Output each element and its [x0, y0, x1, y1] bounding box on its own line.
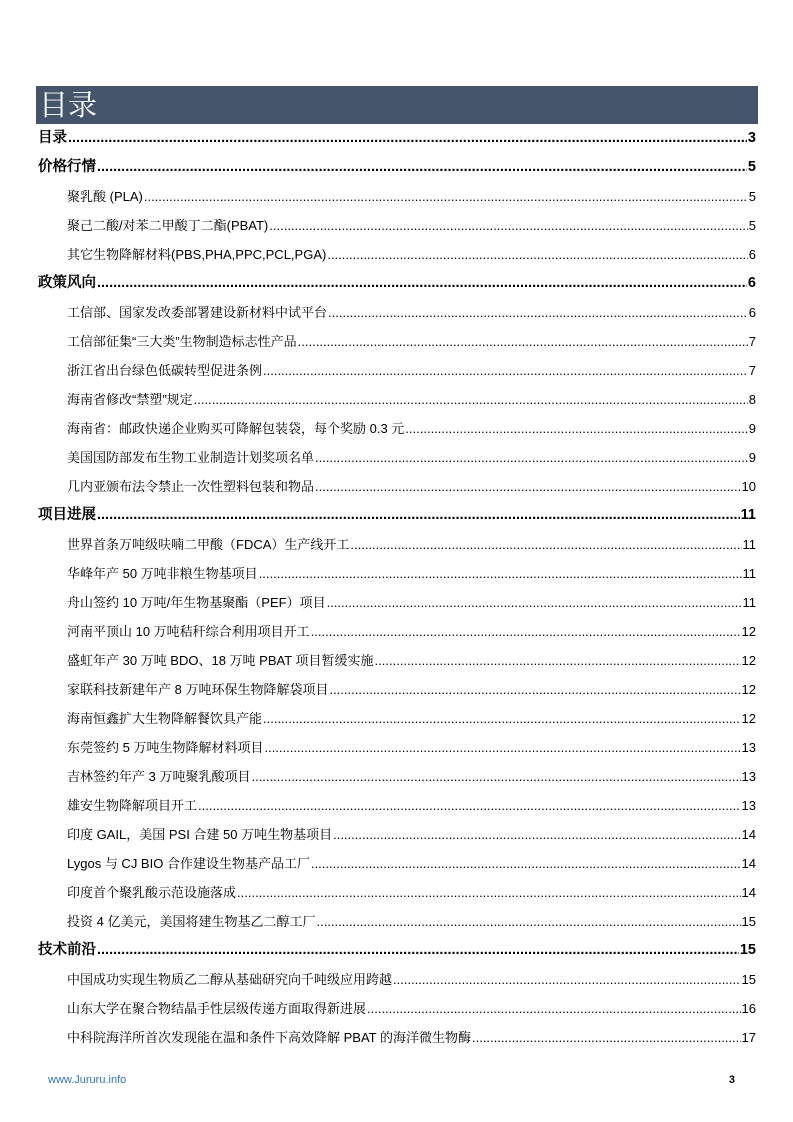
toc-dot-leader [97, 269, 747, 298]
toc-entry-page-number: 7 [748, 334, 756, 349]
toc-entry-title: 印度 GAIL，美国 PSI 合建 50 万吨生物基项目 [67, 827, 333, 842]
toc-dot-leader [97, 936, 739, 965]
toc-entry-title: 海南恒鑫扩大生物降解餐饮具产能 [67, 711, 263, 726]
toc-entry-title: 美国国防部发布生物工业制造计划奖项名单 [67, 450, 315, 465]
toc-entry-page-number: 13 [741, 769, 756, 784]
toc-entry-title: 工信部、国家发改委部署建设新材料中试平台 [67, 305, 328, 320]
toc-entry-title: 几内亚颁布法令禁止一次性塑料包装和物品 [67, 479, 315, 494]
toc-entry-page-number: 8 [748, 392, 756, 407]
toc-entry-title: 华峰年产 50 万吨非粮生物基项目 [67, 566, 258, 581]
toc-entry-page-number: 9 [748, 450, 756, 465]
toc-subsection-entry[interactable] [0, 704, 793, 733]
toc-entry-title: 河南平顶山 10 万吨秸秆综合利用项目开工 [67, 624, 310, 639]
toc-dot-leader [316, 907, 740, 936]
toc-entry-page-number: 10 [741, 479, 756, 494]
toc-subsection-entry[interactable] [0, 646, 793, 675]
toc-entry-page-number: 3 [747, 130, 756, 146]
toc-entry-page-number: 11 [742, 566, 756, 581]
toc-subsection-entry[interactable] [0, 762, 793, 791]
toc-entry-title: 雄安生物降解项目开工 [67, 798, 198, 813]
toc-entry-title: 山东大学在聚合物结晶手性层级传递方面取得新进展 [67, 1001, 367, 1016]
toc-entry-page-number: 13 [741, 740, 756, 755]
toc-entry-title: 政策风向 [38, 275, 96, 291]
toc-entry-page-number: 12 [741, 653, 756, 668]
page-title: 目录 [39, 88, 98, 122]
table-of-contents [0, 124, 793, 1052]
toc-entry-title: 盛虹年产 30 万吨 BDO、18 万吨 PBAT 项目暂缓实施 [67, 653, 374, 668]
toc-subsection-entry[interactable] [0, 994, 793, 1023]
toc-entry-title: 家联科技新建年产 8 万吨环保生物降解袋项目 [67, 682, 329, 697]
toc-dot-leader [472, 1023, 741, 1052]
toc-dot-leader [327, 588, 742, 617]
toc-entry-title: 目录 [38, 130, 67, 146]
toc-dot-leader [194, 385, 748, 414]
toc-subsection-entry[interactable] [0, 211, 793, 240]
toc-section-entry[interactable] [0, 501, 793, 530]
toc-dot-leader [298, 327, 748, 356]
toc-entry-page-number: 11 [742, 537, 756, 552]
toc-dot-leader [328, 298, 748, 327]
toc-subsection-entry[interactable] [0, 298, 793, 327]
toc-entry-page-number: 7 [748, 363, 756, 378]
toc-entry-page-number: 5 [748, 218, 756, 233]
toc-entry-page-number: 6 [748, 305, 756, 320]
toc-heading-banner [36, 86, 758, 124]
toc-dot-leader [251, 762, 740, 791]
toc-entry-page-number: 12 [741, 711, 756, 726]
toc-entry-page-number: 16 [741, 1001, 756, 1016]
toc-entry-page-number: 15 [739, 942, 756, 958]
toc-dot-leader [264, 733, 740, 762]
toc-dot-leader [97, 501, 740, 530]
toc-entry-title: 其它生物降解材料(PBS,PHA,PPC,PCL,PGA) [67, 247, 327, 262]
toc-entry-title: 印度首个聚乳酸示范设施落成 [67, 885, 237, 900]
toc-entry-page-number: 17 [741, 1030, 756, 1045]
toc-subsection-entry[interactable] [0, 617, 793, 646]
toc-subsection-entry[interactable] [0, 733, 793, 762]
toc-entry-page-number: 6 [748, 247, 756, 262]
toc-subsection-entry[interactable] [0, 327, 793, 356]
toc-entry-page-number: 6 [747, 275, 756, 291]
toc-entry-title: 舟山签约 10 万吨/年生物基聚酯（PEF）项目 [67, 595, 326, 610]
toc-dot-leader [259, 559, 742, 588]
toc-entry-page-number: 14 [741, 885, 756, 900]
toc-dot-leader [375, 646, 741, 675]
toc-entry-title: 聚己二酸/对苯二甲酸丁二酯(PBAT) [67, 218, 269, 233]
toc-dot-leader [237, 878, 741, 907]
toc-dot-leader [263, 356, 748, 385]
toc-subsection-entry[interactable] [0, 1023, 793, 1052]
toc-entry-page-number: 9 [748, 421, 756, 436]
toc-subsection-entry[interactable] [0, 849, 793, 878]
toc-subsection-entry[interactable] [0, 907, 793, 936]
toc-entry-title: 海南省：邮政快递企业购买可降解包装袋，每个奖励 0.3 元 [67, 421, 405, 436]
toc-subsection-entry[interactable] [0, 675, 793, 704]
toc-dot-leader [315, 472, 741, 501]
toc-subsection-entry[interactable] [0, 791, 793, 820]
toc-entry-title: 项目进展 [38, 507, 96, 523]
toc-subsection-entry[interactable] [0, 414, 793, 443]
toc-dot-leader [311, 617, 741, 646]
toc-dot-leader [393, 965, 741, 994]
toc-entry-page-number: 15 [741, 972, 756, 987]
toc-entry-title: 价格行情 [38, 159, 96, 175]
toc-subsection-entry[interactable] [0, 588, 793, 617]
toc-subsection-entry[interactable] [0, 385, 793, 414]
toc-dot-leader [327, 240, 747, 269]
toc-subsection-entry[interactable] [0, 240, 793, 269]
toc-dot-leader [68, 124, 747, 153]
toc-entry-title: 东莞签约 5 万吨生物降解材料项目 [67, 740, 264, 755]
toc-entry-title: Lygos 与 CJ BIO 合作建设生物基产品工厂 [67, 856, 310, 871]
toc-dot-leader [315, 443, 748, 472]
toc-entry-page-number: 12 [741, 682, 756, 697]
toc-subsection-entry[interactable] [0, 356, 793, 385]
toc-entry-page-number: 11 [740, 507, 756, 523]
toc-entry-title: 中国成功实现生物质乙二醇从基础研究向千吨级应用跨越 [67, 972, 393, 987]
toc-subsection-entry[interactable] [0, 820, 793, 849]
toc-entry-page-number: 5 [748, 189, 756, 204]
toc-entry-title: 工信部征集“三大类”生物制造标志性产品 [67, 334, 297, 349]
toc-entry-page-number: 12 [741, 624, 756, 639]
toc-section-entry[interactable] [0, 124, 793, 153]
toc-subsection-entry[interactable] [0, 878, 793, 907]
toc-dot-leader [198, 791, 741, 820]
toc-entry-page-number: 5 [747, 159, 756, 175]
toc-subsection-entry[interactable] [0, 530, 793, 559]
toc-subsection-entry[interactable] [0, 559, 793, 588]
toc-subsection-entry[interactable] [0, 443, 793, 472]
toc-entry-page-number: 15 [741, 914, 756, 929]
toc-entry-title: 中科院海洋所首次发现能在温和条件下高效降解 PBAT 的海洋微生物酶 [67, 1030, 471, 1045]
toc-entry-page-number: 14 [741, 856, 756, 871]
toc-dot-leader [367, 994, 741, 1023]
toc-section-entry[interactable] [0, 936, 793, 965]
toc-entry-title: 技术前沿 [38, 942, 96, 958]
toc-entry-title: 投资 4 亿美元，美国将建生物基乙二醇工厂 [67, 914, 316, 929]
toc-entry-title: 海南省修改“禁塑”规定 [67, 392, 193, 407]
footer-website-link[interactable]: www.Jururu.info [48, 1074, 127, 1086]
toc-subsection-entry[interactable] [0, 182, 793, 211]
toc-entry-title: 吉林签约年产 3 万吨聚乳酸项目 [67, 769, 251, 784]
toc-dot-leader [350, 530, 741, 559]
toc-dot-leader [144, 182, 748, 211]
toc-subsection-entry[interactable] [0, 965, 793, 994]
footer-page-number: 3 [728, 1074, 735, 1086]
toc-dot-leader [263, 704, 741, 733]
toc-entry-page-number: 11 [742, 595, 756, 610]
toc-entry-title: 浙江省出台绿色低碳转型促进条例 [67, 363, 263, 378]
toc-entry-title: 世界首条万吨级呋喃二甲酸（FDCA）生产线开工 [67, 537, 350, 552]
toc-dot-leader [269, 211, 748, 240]
toc-section-entry[interactable] [0, 153, 793, 182]
toc-entry-page-number: 14 [741, 827, 756, 842]
toc-entry-title: 聚乳酸 (PLA) [67, 189, 143, 204]
toc-dot-leader [311, 849, 741, 878]
toc-entry-page-number: 13 [741, 798, 756, 813]
toc-dot-leader [333, 820, 740, 849]
toc-section-entry[interactable] [0, 269, 793, 298]
toc-dot-leader [405, 414, 747, 443]
toc-dot-leader [97, 153, 747, 182]
toc-subsection-entry[interactable] [0, 472, 793, 501]
toc-dot-leader [329, 675, 740, 704]
